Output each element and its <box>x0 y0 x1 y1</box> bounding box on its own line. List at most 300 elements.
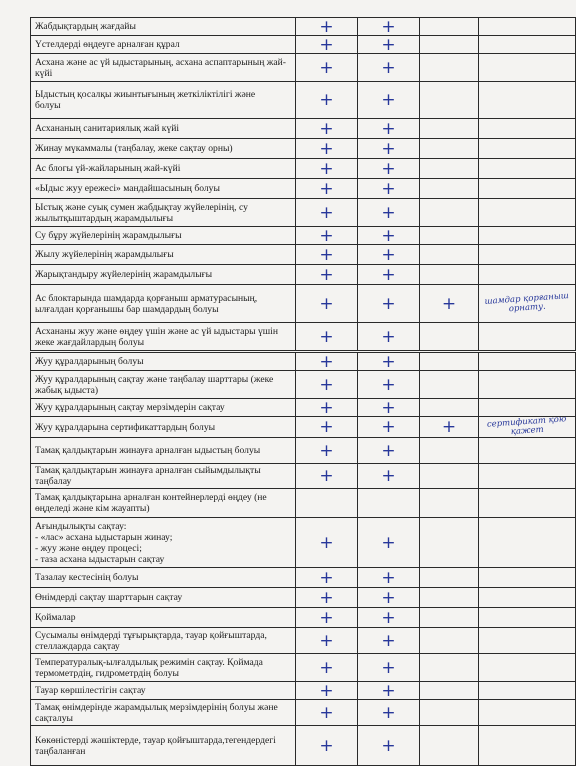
handwritten-note <box>479 199 576 227</box>
check-mark-2 <box>358 285 420 323</box>
handwritten-note <box>479 353 576 371</box>
handwritten-note-value <box>483 539 571 545</box>
check-mark-2 <box>358 245 420 265</box>
check-mark-3-value: + <box>441 417 457 437</box>
criterion-text-value: Тамақ қалдықтарына арналған контейнерлерді өңдеу (не өңделеді және кім жауапты) <box>35 492 267 514</box>
table-row <box>31 245 576 265</box>
check-mark-1-value: + <box>319 567 334 588</box>
check-mark-1 <box>296 119 358 139</box>
criterion-text <box>31 417 296 438</box>
check-mark-2 <box>358 518 420 568</box>
criterion-text <box>31 353 296 371</box>
handwritten-note-value <box>483 404 571 410</box>
check-mark-2-value: + <box>381 118 396 139</box>
criterion-text-value: Тамақ қалдықтарын жинауға арналған ыдыстың болуы <box>35 445 261 456</box>
check-mark-2 <box>358 438 420 464</box>
criterion-text-value: Тазалау кестесінің болуы <box>35 572 139 583</box>
handwritten-note <box>479 285 576 323</box>
check-mark-2 <box>358 179 420 199</box>
check-mark-2 <box>358 323 420 351</box>
check-mark-2-value: + <box>381 202 396 223</box>
handwritten-note <box>479 82 576 119</box>
table-row <box>31 36 576 54</box>
handwritten-note-value <box>483 145 571 151</box>
criterion-text <box>31 568 296 588</box>
criterion-text <box>31 179 296 199</box>
handwritten-note-value <box>483 125 571 131</box>
handwritten-note-value <box>483 251 571 257</box>
check-mark-1 <box>296 464 358 489</box>
check-mark-1-value: + <box>319 466 334 486</box>
criterion-text-value: Сусымалы өнімдерді тұғырықтарда, тауар қойғыштарда, стеллаждарда сақтау <box>35 629 267 652</box>
handwritten-note-value <box>483 574 571 580</box>
handwritten-note <box>479 700 576 726</box>
check-mark-3-value: + <box>441 293 457 314</box>
check-mark-1 <box>296 36 358 54</box>
check-mark-1 <box>296 700 358 726</box>
criterion-text <box>31 682 296 700</box>
check-mark-1 <box>296 399 358 417</box>
check-mark-2-value: + <box>381 351 396 372</box>
check-mark-1 <box>296 245 358 265</box>
check-mark-2-value: + <box>381 90 396 110</box>
handwritten-note-value <box>483 500 571 506</box>
check-mark-1-value: + <box>319 630 334 651</box>
check-mark-1-value: + <box>319 326 334 347</box>
check-mark-2-value: + <box>381 417 396 437</box>
check-mark-2-value: + <box>381 225 396 246</box>
handwritten-note-value <box>483 709 571 715</box>
table-row <box>31 682 576 700</box>
check-mark-3 <box>420 568 479 588</box>
criterion-text <box>31 726 296 766</box>
handwritten-note-value <box>483 209 571 215</box>
check-mark-2 <box>358 18 420 36</box>
table-row <box>31 285 576 323</box>
check-mark-1 <box>296 199 358 227</box>
check-mark-1 <box>296 417 358 438</box>
handwritten-note <box>479 227 576 245</box>
check-mark-1 <box>296 227 358 245</box>
criterion-text <box>31 139 296 159</box>
handwritten-note-value <box>483 165 571 171</box>
table-row <box>31 518 576 568</box>
check-mark-2 <box>358 82 420 119</box>
handwritten-note <box>479 628 576 654</box>
criterion-text <box>31 608 296 628</box>
table-row <box>31 726 576 766</box>
criterion-text <box>31 464 296 489</box>
check-mark-1-value: + <box>319 244 334 265</box>
check-mark-2 <box>358 654 420 682</box>
handwritten-note-value <box>483 447 571 453</box>
check-mark-2 <box>358 36 420 54</box>
check-mark-2-value: + <box>381 440 396 461</box>
check-mark-3 <box>420 265 479 285</box>
check-mark-3 <box>420 353 479 371</box>
criterion-text <box>31 82 296 119</box>
check-mark-1-value: + <box>319 607 334 628</box>
handwritten-note <box>479 568 576 588</box>
handwritten-note <box>479 414 576 438</box>
check-mark-2-value: + <box>381 397 396 418</box>
check-mark-3 <box>420 179 479 199</box>
handwritten-note-value: сертификат қою қажет <box>486 414 567 438</box>
criterion-text <box>31 518 296 568</box>
handwritten-note-value <box>483 687 571 693</box>
criterion-text <box>31 159 296 179</box>
check-mark-2-value: + <box>381 34 396 55</box>
check-mark-1 <box>296 438 358 464</box>
check-mark-2 <box>358 119 420 139</box>
check-mark-2-value: + <box>381 57 396 78</box>
handwritten-note <box>479 159 576 179</box>
check-mark-1-value: + <box>319 202 334 223</box>
handwritten-note <box>479 682 576 700</box>
handwritten-note <box>479 18 576 36</box>
check-mark-1-value: + <box>319 680 334 701</box>
check-mark-3 <box>420 654 479 682</box>
check-mark-2 <box>358 608 420 628</box>
check-mark-2 <box>358 682 420 700</box>
criterion-text-value: Асхананы жуу және өңдеу үшін және ас үй ыдыстары үшін жеке жағдайлардың болуы <box>35 325 278 348</box>
handwritten-note <box>479 54 576 82</box>
criterion-text <box>31 628 296 654</box>
check-mark-3 <box>420 323 479 351</box>
table-row <box>31 199 576 227</box>
check-mark-2-value: + <box>381 657 396 678</box>
handwritten-note-value <box>483 594 571 600</box>
table-row <box>31 179 576 199</box>
check-mark-2 <box>358 227 420 245</box>
check-mark-3 <box>420 371 479 399</box>
handwritten-note <box>479 726 576 766</box>
handwritten-note <box>479 323 576 351</box>
criterion-text-value: Ыдыстың қосалқы жиынтығының жеткіліктілігі және болуы <box>35 89 256 111</box>
checklist-table-2 <box>30 352 576 766</box>
handwritten-note-value <box>483 64 571 70</box>
table-row <box>31 139 576 159</box>
check-mark-2-value: + <box>381 735 396 756</box>
check-mark-3 <box>420 518 479 568</box>
check-mark-1-value: + <box>319 225 334 246</box>
check-mark-2 <box>358 489 420 518</box>
check-mark-3 <box>420 159 479 179</box>
check-mark-1-value: + <box>319 351 334 372</box>
check-mark-1 <box>296 654 358 682</box>
table-row <box>31 227 576 245</box>
check-mark-2 <box>358 399 420 417</box>
check-mark-1-value: + <box>319 702 334 723</box>
check-mark-1-value: + <box>319 90 334 110</box>
check-mark-1 <box>296 285 358 323</box>
checklist-table-1 <box>30 17 576 351</box>
check-mark-2 <box>358 726 420 766</box>
handwritten-note <box>479 654 576 682</box>
criterion-text <box>31 54 296 82</box>
check-mark-2-value: + <box>381 374 396 395</box>
criterion-text <box>31 323 296 351</box>
table-row <box>31 371 576 399</box>
table-row <box>31 628 576 654</box>
check-mark-1 <box>296 628 358 654</box>
check-mark-1 <box>296 682 358 700</box>
handwritten-note <box>479 464 576 489</box>
handwritten-note-value <box>483 742 571 748</box>
table-row <box>31 399 576 417</box>
criterion-text <box>31 588 296 608</box>
check-mark-1-value: + <box>319 57 334 78</box>
criterion-text-value: Асхананың санитариялық жай күйі <box>35 123 180 134</box>
handwritten-note <box>479 265 576 285</box>
table-row <box>31 608 576 628</box>
table-row <box>31 588 576 608</box>
check-mark-3 <box>420 588 479 608</box>
check-mark-1-value: + <box>319 587 334 608</box>
check-mark-1-value: + <box>319 34 334 55</box>
check-mark-1-value: + <box>319 178 334 199</box>
check-mark-1-value: + <box>319 417 334 437</box>
check-mark-2-value: + <box>381 532 396 553</box>
criterion-text-value: Тауар көршілестігін сақтау <box>35 685 146 696</box>
criterion-text-value: Ас блогы үй-жайларының жай-күйі <box>35 163 181 174</box>
handwritten-note <box>479 245 576 265</box>
check-mark-2 <box>358 371 420 399</box>
check-mark-2 <box>358 700 420 726</box>
criterion-text-value: Ағындылықты сақтау: - «лас» асхана ыдыстарын жинау; - жуу және өңдеу процесі; - таза асхана ыдыстарын сақтау <box>35 520 173 565</box>
check-mark-1 <box>296 726 358 766</box>
table-row <box>31 159 576 179</box>
handwritten-note <box>479 608 576 628</box>
criterion-text <box>31 245 296 265</box>
criterion-text-value: Жарықтандыру жүйелерінің жарамдылығы <box>35 269 213 280</box>
check-mark-3 <box>420 726 479 766</box>
criterion-text <box>31 18 296 36</box>
check-mark-1 <box>296 265 358 285</box>
handwritten-note-value <box>483 614 571 620</box>
check-mark-3 <box>420 285 479 323</box>
criterion-text-value: Жуу құралдарының сақтау мерзімдерін сақтау <box>35 402 225 413</box>
check-mark-3 <box>420 227 479 245</box>
check-mark-1 <box>296 489 358 518</box>
handwritten-note <box>479 438 576 464</box>
handwritten-note-value <box>483 271 571 277</box>
check-mark-1 <box>296 179 358 199</box>
criterion-text-value: Су бұру жүйелерінің жарамдылығы <box>35 230 182 241</box>
check-mark-3 <box>420 119 479 139</box>
handwritten-note-value <box>483 381 571 387</box>
check-mark-1-value: + <box>319 264 334 285</box>
table-row <box>31 654 576 682</box>
criterion-text-value: Ыстық және суық сумен жабдықтау жүйелерінің, су жылытқыштардың жарамдылығы <box>35 201 248 224</box>
check-mark-1 <box>296 371 358 399</box>
check-mark-1-value: + <box>319 735 334 756</box>
check-mark-2-value: + <box>381 466 396 486</box>
criterion-text-value: Жуу құралдарының сақтау және таңбалау шарттары (жеке жабық ыдыста) <box>35 373 274 396</box>
handwritten-note <box>479 371 576 399</box>
check-mark-3 <box>420 438 479 464</box>
check-mark-2-value: + <box>381 702 396 723</box>
check-mark-3 <box>420 139 479 159</box>
criterion-text-value: Үстелдерді өңдеуге арналған құрал <box>35 39 180 50</box>
table-row <box>31 54 576 82</box>
handwritten-note-value <box>483 637 571 643</box>
table-row <box>31 323 576 351</box>
table-row <box>31 119 576 139</box>
table-row <box>31 417 576 438</box>
handwritten-note <box>479 518 576 568</box>
check-mark-1 <box>296 353 358 371</box>
check-mark-3 <box>420 628 479 654</box>
criterion-text <box>31 227 296 245</box>
handwritten-note-value: шамдар қорғаныш орнату. <box>484 290 570 314</box>
check-mark-1-value: + <box>319 657 334 678</box>
check-mark-2-value: + <box>381 178 396 199</box>
criterion-text-value: Жабдықтардың жағдайы <box>35 21 136 32</box>
check-mark-1 <box>296 82 358 119</box>
criterion-text <box>31 371 296 399</box>
check-mark-2-value: + <box>381 326 396 347</box>
check-mark-1 <box>296 323 358 351</box>
table-row <box>31 265 576 285</box>
check-mark-1-value: + <box>319 158 334 179</box>
check-mark-1-value: + <box>319 397 334 418</box>
criterion-text-value: Асхана және ас үй ыдыстарының, асхана аспаптарының жай-күйі <box>35 56 286 79</box>
criterion-text-value: Көкөністерді жәшіктерде, тауар қойғыштарда,тегендердегі таңбаланған <box>35 734 276 757</box>
handwritten-note <box>479 139 576 159</box>
check-mark-1-value: + <box>319 374 334 395</box>
criterion-text-value: Жуу құралдарына сертификаттардың болуы <box>35 421 216 433</box>
check-mark-2 <box>358 139 420 159</box>
check-mark-3 <box>420 399 479 417</box>
check-mark-2-value: + <box>381 293 396 314</box>
check-mark-1 <box>296 608 358 628</box>
check-mark-2 <box>358 159 420 179</box>
handwritten-note-value <box>483 664 571 670</box>
check-mark-1-value: + <box>319 532 334 553</box>
handwritten-note <box>479 179 576 199</box>
criterion-text-value: Тамақ өнімдерінде жарамдылық мерзімдерінің болуы және сақталуы <box>35 701 278 724</box>
handwritten-note <box>479 588 576 608</box>
handwritten-note-value <box>483 473 571 479</box>
check-mark-2 <box>358 628 420 654</box>
handwritten-note-value <box>483 41 571 47</box>
check-mark-1 <box>296 139 358 159</box>
check-mark-2-value: + <box>381 587 396 608</box>
criterion-text-value: Тамақ қалдықтарын жинауға арналған сыйымдылықты таңбалау <box>35 465 261 487</box>
criterion-text <box>31 489 296 518</box>
check-mark-3 <box>420 245 479 265</box>
check-mark-1 <box>296 518 358 568</box>
criterion-text <box>31 285 296 323</box>
check-mark-3 <box>420 700 479 726</box>
check-mark-2-value: + <box>381 158 396 179</box>
check-mark-2-value: + <box>381 264 396 285</box>
handwritten-note <box>479 36 576 54</box>
check-mark-2-value: + <box>381 138 396 159</box>
check-mark-3 <box>420 464 479 489</box>
criterion-text <box>31 36 296 54</box>
check-mark-2 <box>358 568 420 588</box>
check-mark-1 <box>296 18 358 36</box>
criterion-text-value: Өнімдерді сақтау шарттарын сақтау <box>35 592 183 603</box>
check-mark-1 <box>296 588 358 608</box>
check-mark-3 <box>420 18 479 36</box>
check-mark-3 <box>420 489 479 518</box>
criterion-text <box>31 438 296 464</box>
check-mark-1-value: + <box>319 293 334 314</box>
table-row <box>31 464 576 489</box>
check-mark-2-value: + <box>381 16 396 37</box>
check-mark-2-value: + <box>381 244 396 265</box>
handwritten-note-value <box>483 23 571 29</box>
criterion-text-value: Ас блоктарында шамдарда қорғаныш арматурасының, ылғалдан қорғанышы бар шамдардың болуы <box>35 292 258 315</box>
table-row <box>31 568 576 588</box>
table-row <box>31 353 576 371</box>
handwritten-note-value <box>483 333 571 339</box>
table-row <box>31 82 576 119</box>
criterion-text <box>31 119 296 139</box>
check-mark-1-value: + <box>319 118 334 139</box>
criterion-text-value: Жинау мүкаммалы (таңбалау, жеке сақтау орны) <box>35 143 233 154</box>
handwritten-note <box>479 489 576 518</box>
check-mark-2 <box>358 588 420 608</box>
criterion-text-value: Қоймалар <box>35 612 76 623</box>
check-mark-2 <box>358 417 420 438</box>
check-mark-2-value: + <box>381 680 396 701</box>
check-mark-1-value: + <box>319 16 334 37</box>
handwritten-note-value <box>483 97 571 103</box>
check-mark-2-value: + <box>381 607 396 628</box>
check-mark-1 <box>296 54 358 82</box>
table-row <box>31 438 576 464</box>
check-mark-2-value: + <box>381 630 396 651</box>
handwritten-note-value <box>483 358 571 364</box>
check-mark-3 <box>420 682 479 700</box>
criterion-text <box>31 654 296 682</box>
check-mark-2 <box>358 199 420 227</box>
table-row <box>31 489 576 518</box>
table-row <box>31 18 576 36</box>
check-mark-3 <box>420 417 479 438</box>
criterion-text-value: Температуралық-ылғалдылық режимін сақтау. Қоймада термометрдің, гидрометрдің болуы <box>35 656 263 679</box>
criterion-text <box>31 700 296 726</box>
handwritten-note-value <box>483 185 571 191</box>
criterion-text-value: Жылу жүйелерінің жарамдылығы <box>35 249 174 260</box>
check-mark-1-value: + <box>319 440 334 461</box>
criterion-text <box>31 399 296 417</box>
handwritten-note-value <box>483 232 571 238</box>
check-mark-1 <box>296 159 358 179</box>
check-mark-2-value: + <box>381 567 396 588</box>
check-mark-3 <box>420 608 479 628</box>
check-mark-3 <box>420 82 479 119</box>
criterion-text <box>31 265 296 285</box>
check-mark-3 <box>420 36 479 54</box>
criterion-text-value: «Ыдыс жуу ережесі» мандайшасының болуы <box>35 183 220 194</box>
table-row <box>31 700 576 726</box>
check-mark-3 <box>420 199 479 227</box>
check-mark-2 <box>358 464 420 489</box>
check-mark-2 <box>358 265 420 285</box>
criterion-text <box>31 199 296 227</box>
check-mark-2 <box>358 353 420 371</box>
criterion-text-value: Жуу құралдарының болуы <box>35 356 144 367</box>
check-mark-1-value: + <box>319 138 334 159</box>
check-mark-2 <box>358 54 420 82</box>
check-mark-1 <box>296 568 358 588</box>
check-mark-3 <box>420 54 479 82</box>
